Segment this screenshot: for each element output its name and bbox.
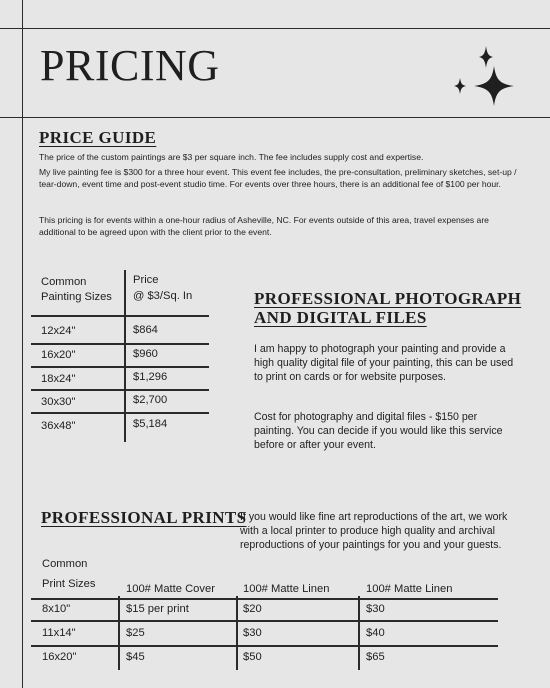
painting-table-header-price-1: Price <box>133 274 159 286</box>
print-table-header-rule <box>31 598 498 600</box>
painting-price-cell: $960 <box>133 348 158 360</box>
price-guide-paragraph-3: This pricing is for events within a one-hour radius of Asheville, NC. For events outside of this area, travel expenses are additional to be agreed upon with the client prior to the event. <box>39 215 489 237</box>
prints-intro: If you would like fine art reproductions of the art, we work with a local printer to produce high quality and archival reproductions of your paintings for you and your guests. <box>240 511 508 551</box>
painting-price-cell: $1,296 <box>133 371 168 383</box>
print-price-cell: $20 <box>243 603 262 615</box>
painting-price-cell: $5,184 <box>133 418 168 430</box>
print-price-cell: $15 per print <box>126 603 189 615</box>
photography-paragraph-2: Cost for photography and digital files - $150 per painting. You can decide if you would like this service before or after your event. <box>254 411 503 451</box>
print-price-cell: $50 <box>243 651 262 663</box>
page-title: PRICING <box>40 41 220 90</box>
painting-price-cell: $864 <box>133 324 158 336</box>
prints-heading: PROFESSIONAL PRINTS <box>41 508 247 527</box>
print-price-cell: $30 <box>243 627 262 639</box>
print-price-cell: $40 <box>366 627 385 639</box>
print-table-divider <box>236 596 238 670</box>
painting-table-header-sizes-2: Painting Sizes <box>41 291 112 303</box>
price-guide-paragraph-2: My live painting fee is $300 for a three hour event. This event fee includes, the pre-consultation, preliminary sketches, set-up / tear-down, event time and post-event studio time. For events over three hours, there is an additional fee of $100 per hour. <box>39 167 517 189</box>
print-table-divider <box>118 596 120 670</box>
painting-size-cell: 36x48" <box>41 420 76 432</box>
print-size-cell: 16x20" <box>42 651 77 663</box>
print-table-header-sizes-2: Print Sizes <box>42 578 96 590</box>
print-column-header: 100# Matte Cover <box>126 583 215 595</box>
painting-table-header-price-2: @ $3/Sq. In <box>133 290 193 302</box>
painting-size-cell: 16x20" <box>41 349 76 361</box>
print-row-rule <box>31 620 498 622</box>
print-price-cell: $30 <box>366 603 385 615</box>
print-column-header: 100# Matte Linen <box>366 583 453 595</box>
price-guide-paragraph-1: The price of the custom paintings are $3 per square inch. The fee includes supply cost and expertise. <box>39 152 424 162</box>
photography-paragraph-1: I am happy to photograph your painting and provide a high quality digital file of your painting, this can be used to print on cards or for website purposes. <box>254 343 514 383</box>
painting-table-header-sizes-1: Common <box>41 276 87 288</box>
print-price-cell: $65 <box>366 651 385 663</box>
painting-size-cell: 30x30" <box>41 396 76 408</box>
photography-heading-line-1: PROFESSIONAL PHOTOGRAPH <box>254 289 522 308</box>
print-table-header-sizes-1: Common <box>42 558 88 570</box>
print-table-divider <box>358 596 360 670</box>
print-price-cell: $45 <box>126 651 145 663</box>
painting-size-cell: 18x24" <box>41 373 76 385</box>
print-size-cell: 11x14" <box>42 627 76 639</box>
photography-heading-line-2: AND DIGITAL FILES <box>254 308 427 327</box>
print-price-cell: $25 <box>126 627 145 639</box>
painting-size-cell: 12x24" <box>41 325 76 337</box>
print-row-rule <box>31 645 498 647</box>
print-column-header: 100# Matte Linen <box>243 583 330 595</box>
price-guide-heading: PRICE GUIDE <box>39 128 157 147</box>
print-size-cell: 8x10" <box>42 603 71 615</box>
painting-price-cell: $2,700 <box>133 394 168 406</box>
